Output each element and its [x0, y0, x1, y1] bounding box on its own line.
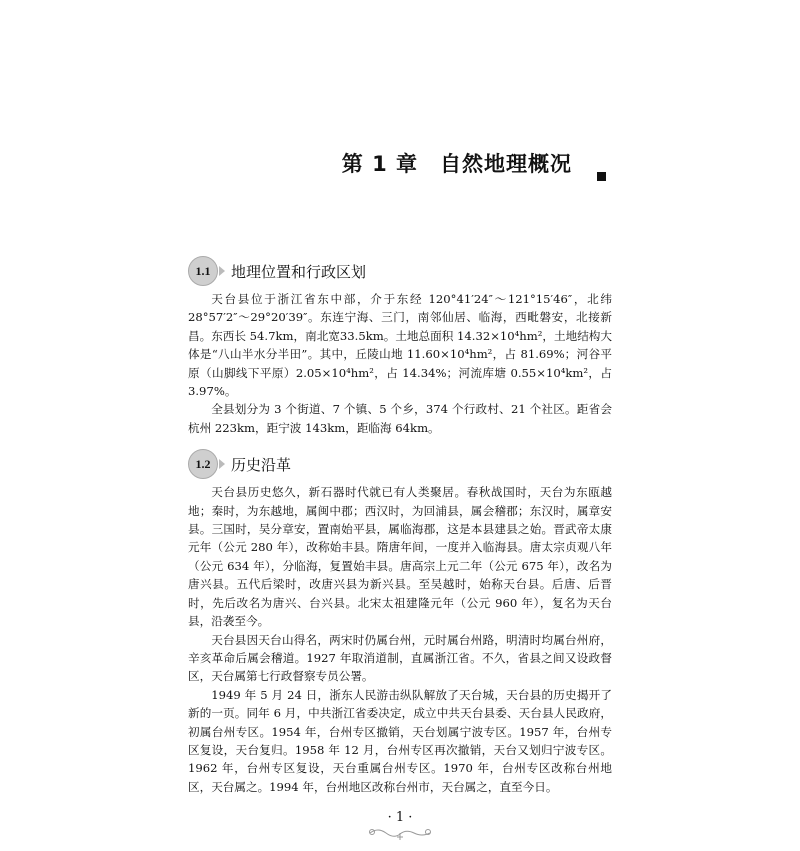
chapter-number: 第 1 章	[341, 152, 418, 176]
ornament-icon	[368, 827, 432, 841]
paragraph: 天台县位于浙江省东中部，介于东经 120°41′24″～121°15′46″，北纬 28°57′2″～29°20′39″。东连宁海、三门，南邻仙居、临海，西毗磐安，北接新昌。东西长 54.7km，南北宽33.5km。土地总面积 14.32×10⁴hm²，土地结构大体是“八山半水分半田”。其中，丘陵山地 11.60×10⁴hm²，占 81.69%；河谷平原（山脚线下平原）2.05×10⁴hm²，占 14.34%；河流库塘 0.55×10⁴km²，占 3.97%。	[188, 292, 612, 399]
section-number-badge: 1.1	[188, 256, 218, 286]
section-title: 地理位置和行政区划	[231, 262, 367, 281]
paragraph: 天台县因天台山得名，两宋时仍属台州，元时属台州路，明清时均属台州府，辛亥革命后属会稽道。1927 年取消道制，直属浙江省。不久，省县之间又设政督区，天台属第七行政督察专员公署。	[188, 632, 612, 684]
paragraph: 全县划分为 3 个街道、7 个镇、5 个乡，374 个行政村、21 个社区。距省会杭州 223km，距宁波 143km，距临海 64km。	[188, 402, 612, 435]
section-body-1-1	[188, 290, 612, 437]
page-number: · 1 ·	[387, 810, 413, 826]
arrow-icon	[219, 459, 225, 469]
section-title: 历史沿革	[231, 455, 292, 474]
section-heading-1-2	[188, 449, 612, 479]
section-number-badge: 1.2	[188, 449, 218, 479]
section-body-1-2	[188, 483, 612, 796]
section-heading-1-1	[188, 256, 612, 286]
paragraph: 天台县历史悠久，新石器时代就已有人类聚居。春秋战国时，天台为东瓯越地；秦时，为东越地，属闽中郡；西汉时，为回浦县，属会稽郡；东汉时，属章安县。三国时，吴分章安，置南始平县，属临海郡，这是本县建县之始。晋武帝太康元年（公元 280 年），改称始丰县。隋唐年间，一度并入临海县。唐太宗贞观八年（公元 634 年），分临海，复置始丰县。唐高宗上元二年（公元 675 年），改名为唐兴县。五代后梁时，改唐兴县为新兴县。至吴越时，始称天台县。后唐、后晋时，先后改名为唐兴、台兴县。北宋太祖建隆元年（公元 960 年），复名为天台县，沿袭至今。	[188, 485, 612, 629]
chapter-name: 自然地理概况	[440, 152, 572, 176]
paragraph: 1949 年 5 月 24 日，浙东人民游击纵队解放了天台城，天台县的历史揭开了新的一页。同年 6 月，中共浙江省委决定，成立中共天台县委、天台县人民政府，初属台州专区。1954 年，台州专区撤销，天台划属宁波专区。1957 年，台州专区复设，天台复归。1958 年 12 月，台州专区再次撤销，天台又划归宁波专区。1962 年，台州专区复设，天台重属台州专区。1970 年，台州专区改称台州地区，天台属之。1994 年，台州地区改称台州市，天台属之，直至今日。	[188, 687, 612, 794]
page-content	[188, 0, 612, 841]
arrow-icon	[219, 266, 225, 276]
